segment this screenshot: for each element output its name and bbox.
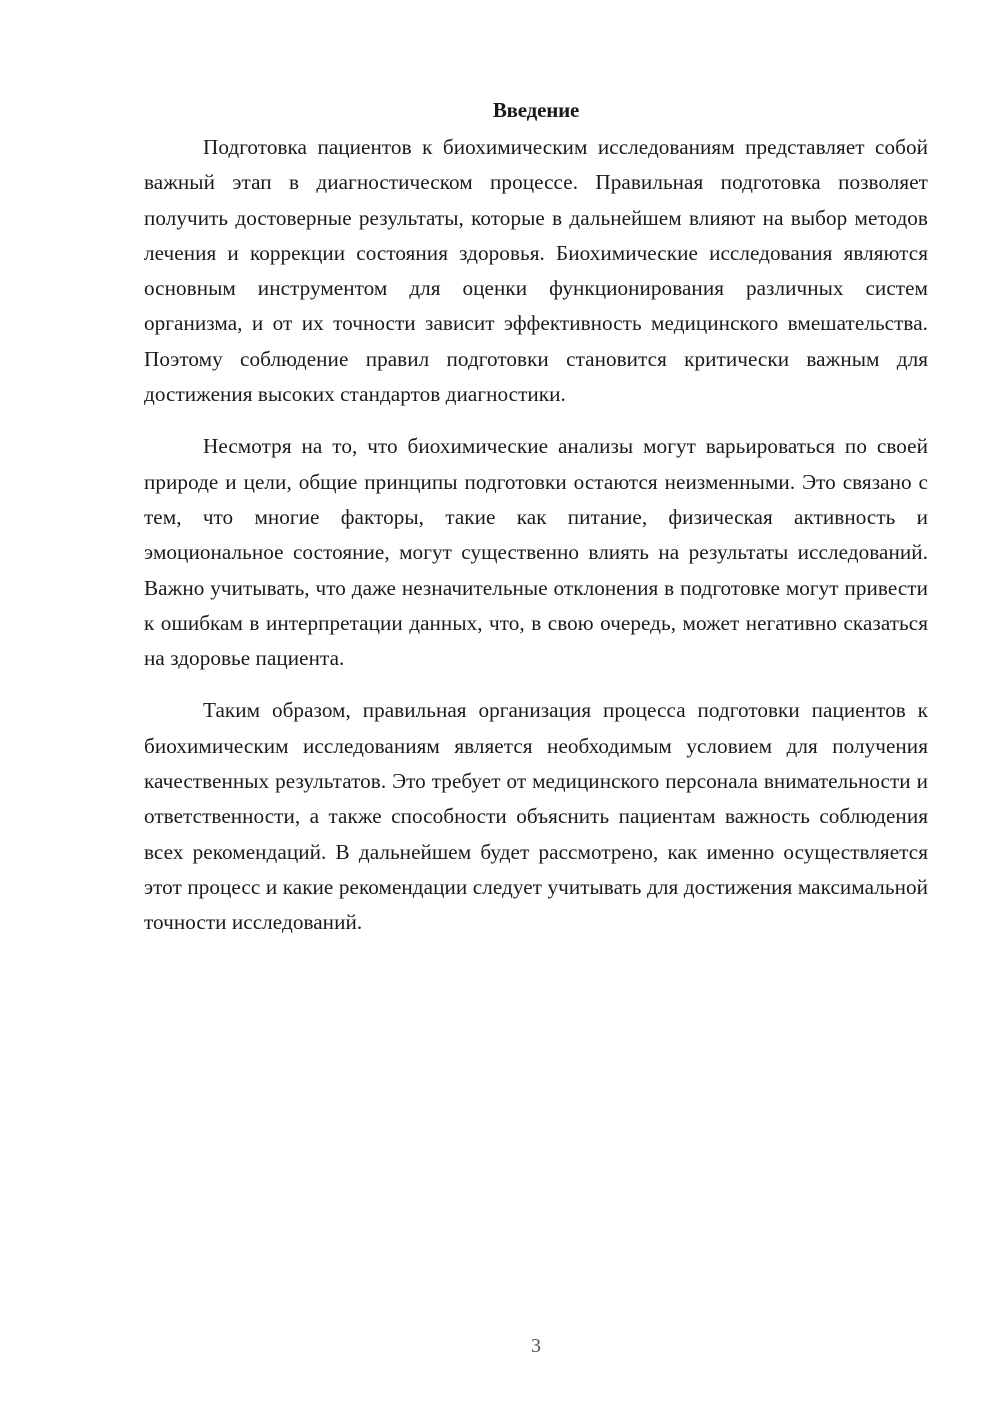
paragraph-3: Таким образом, правильная организация процесса подготовки пациентов к биохимическим исследованиям является необходимым условием для получения качественных результатов. Это требует от медицинского персонала внимательности и ответственности, а также способности объяснить пациентам важность соблюдения всех рекомендаций. В дальнейшем будет рассмотрено, как именно осуществляется этот процесс и какие рекомендации следует учитывать для достижения максимальной точности исследований. — [144, 698, 928, 935]
paragraph-1: Подготовка пациентов к биохимическим исследованиям представляет собой важный этап в диагностическом процессе. Правильная подготовка позволяет получить достоверные результаты, которые в дальнейшем влияют на выбор методов лечения и коррекции состояния здоровья. Биохимические исследования являются основным инструментом для оценки функционирования различных систем организма, и от их точности зависит эффективность медицинского вмешательства. Поэтому соблюдение правил подготовки становится критически важным для достижения высоких стандартов диагностики. — [144, 135, 928, 407]
page-content — [144, 92, 928, 941]
paragraph-2: Несмотря на то, что биохимические анализы могут варьироваться по своей природе и цели, общие принципы подготовки остаются неизменными. Это связано с тем, что многие факторы, такие как питание, физическая активность и эмоциональное состояние, могут существенно влиять на результаты исследований. Важно учитывать, что даже незначительные отклонения в подготовке могут привести к ошибкам в интерпретации данных, что, в свою очередь, может негативно сказаться на здоровье пациента. — [144, 434, 928, 671]
page-number: 3 — [531, 1335, 541, 1357]
section-heading: Введение — [492, 98, 580, 122]
